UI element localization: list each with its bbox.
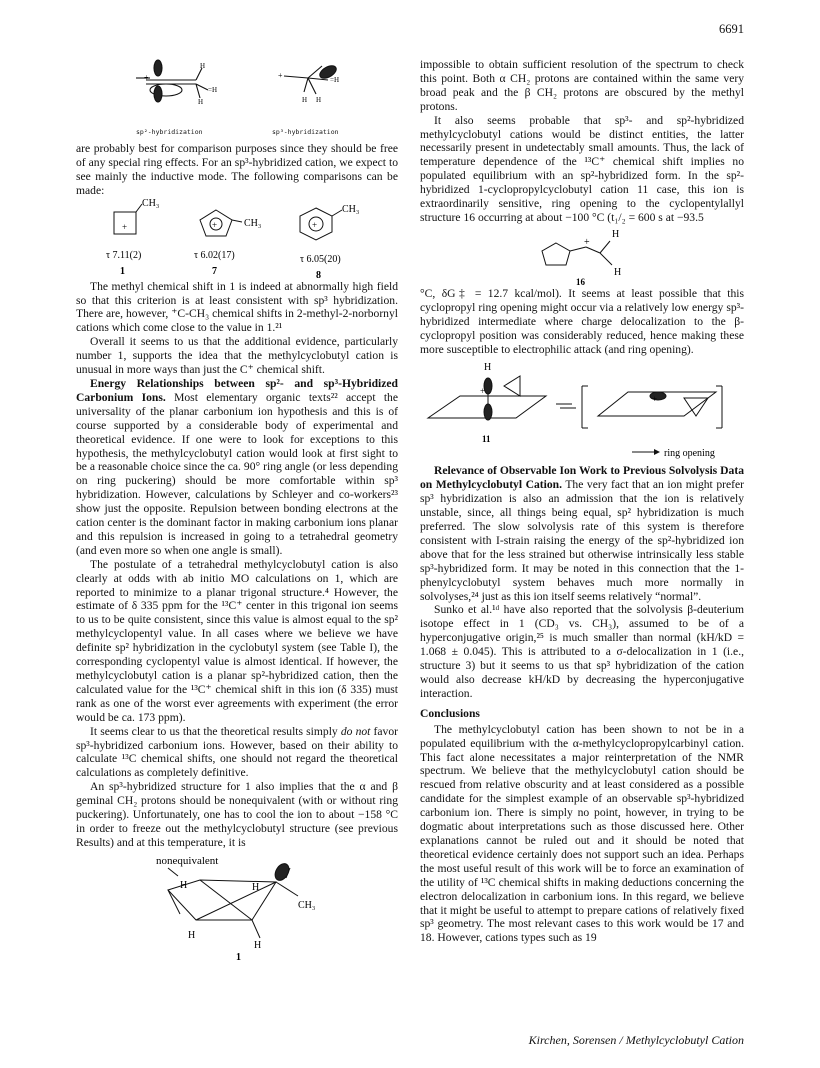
- comparison-value-1: τ 7.11(2): [106, 249, 142, 261]
- structure-16-drawing: [420, 225, 744, 287]
- right-paragraph-6: The methylcyclobutyl cation has been shown to not be in a populated equilibrium with the α-methylcyclopropylcarbinyl cation. This fact alone necessitates a major reinterpretation of the NMR spectrum. We believe that the methylcyclobutyl cation should be rescued from relative obscurity and at least considered as a possible candidate for the simplest example of an observable sp³-hybridized carbonium ion. There is simply no point, however, in trying to be dogmatic about interpretations such as those discussed here. Other explanations cannot be ruled out and it should be noted that theoretical evidence certainly does not support such an idea. Perhaps the most useful result of this work will be to force an examination of the utility of ¹³C chemical shifts in making deductions concerning the electron delocalization in carbonium ions. In this regard, we believe that it might be useful to attempt to prepare cations of relatively fixed sp³ geometry. The most relevant cases to this work would be 17 and 18. However, cations types such as 19: [420, 722, 744, 945]
- svg-text:H: H: [200, 62, 206, 70]
- svg-text:H: H: [302, 96, 308, 104]
- sp3-caption: sp³-hybridization: [272, 128, 339, 136]
- structure-11-figure: [420, 356, 744, 464]
- hybridization-figure: [76, 58, 398, 142]
- svg-text:H: H: [316, 96, 322, 104]
- svg-text:+: +: [212, 219, 218, 230]
- p6-emphasis: do not: [340, 724, 371, 738]
- left-paragraph-7: An sp³-hybridized structure for 1 also implies that the α and β geminal CH₂ protons should be nonequivalent (with or without ring puckering). Unfortunately, one has to cool the ion to about −158 °C in order to freeze out the methylcyclobutyl structure (see previous Results) and at this temperature, it is: [76, 780, 398, 849]
- svg-text:+: +: [122, 221, 128, 232]
- comparison-ch3-1: CH₃: [142, 197, 160, 209]
- comparison-value-3: τ 6.05(20): [300, 253, 341, 265]
- left-paragraph-4: [76, 377, 398, 558]
- svg-text:H: H: [198, 98, 204, 106]
- h-label-2: H: [614, 266, 622, 278]
- right-column: [420, 58, 744, 945]
- svg-text:+: +: [480, 386, 486, 397]
- left-column: [76, 58, 398, 962]
- hybridization-drawing: [76, 58, 398, 142]
- fig-h-2: H: [252, 881, 260, 893]
- right-paragraph-1: impossible to obtain sufficient resolution of the spectrum to check this point. Both α CH₂ protons are contained within the same very broad peak and the β CH₂ protons are obscured by the methyl protons.: [420, 58, 744, 113]
- comparison-drawing: [76, 198, 398, 280]
- svg-text:+: +: [652, 394, 658, 405]
- svg-text:+: +: [584, 236, 590, 248]
- fig-number: 1: [236, 951, 241, 962]
- svg-text:+: +: [312, 219, 318, 230]
- sp2-caption: sp²-hybridization: [136, 128, 203, 136]
- right-paragraph-5: Sunko et al.¹ᵈ have also reported that the solvolysis β-deuterium isotope effect in 1 (CD₃ vs. CH₃), assumed to be of a hyperconjugative origin,²⁵ is much smaller than normal (kH/kD = 1.068 ± 0.045). This is attributed to a σ-delocalization in 1 (i.e., structure 3) but it seems to us that sp³ hybridization of the cation would also decrease kH/kD by decreasing the hyperconjugative interaction.: [420, 603, 744, 700]
- left-paragraph-1: are probably best for comparison purposes since they should be free of any special ring effects. For an sp³-hybridized cation, we expect to see mainly the inductive mode. The following comparisons can be made:: [76, 142, 398, 197]
- nonequivalent-figure: [76, 850, 398, 962]
- relevance-text: The very fact that an ion might prefer sp³ hybridization is also an admission that the ion is relatively unstable, since, all things being equal, sp² hybridization is much preferred. The slow solvolysis rate of this system is therefore consistent with I-strain raising the energy of the sp²-hybridized ion above that for the less strained but otherwise intrinsically less stable sp³-hybridized form. It may be noted in this connection that the 1-phenylcyclobutyl system behaves much more normally in solvolyses,²⁴ just as this ion itself seems relatively “normal”.: [420, 478, 744, 603]
- conclusions-heading: Conclusions: [420, 706, 480, 720]
- left-paragraph-5: The postulate of a tetrahedral methylcyclobutyl cation is also clearly at odds with ab initio MO calculations on 1, which are reported to minimize to a planar trigonal structure.⁴ However, the estimate of δ 335 ppm for the ¹³C⁺ center in this trigonal ion seems to us to be quite consistent, since this value is almost equal to the sp² methylcyclopentyl value. In all cases where we believe we have definite sp² hybridization in the cyclobutyl system (see Table I), the corresponding cyclopentyl value is almost identical. If however, the methylcyclobutyl cation is a planar sp²-hybridized cation, then the calculated value for the ¹³C⁺ chemical shift in this ion (δ 335) must rank as one of the worst ever agreements with experiment (the error would be ca. 173 ppm).: [76, 557, 398, 724]
- structure-16-label: 16: [576, 276, 585, 287]
- fig-ch3: CH₃: [298, 899, 316, 911]
- comparison-num-3: 8: [316, 269, 321, 280]
- right-paragraph-4: [420, 464, 744, 603]
- nonequivalent-label: nonequivalent: [156, 854, 219, 867]
- right-paragraph-2: It also seems probable that sp³- and sp²-hybridized methylcyclobutyl cations would be distinct entities, the latter necessarily present in undetectably small amounts. Thus, the lack of temperature dependence of the ¹³C⁺ chemical shift implies no populated equilibrium with an sp²-hybridized form. In the sp²-hybridized 1-cyclopropylcyclobutyl cation 11 case, this ion is extraordinarily sensitive, ring opening to the cyclopentylallyl structure 16 occurring at about −100 °C (t₁/₂ = 600 s at −93.5: [420, 113, 744, 224]
- svg-text:+: +: [278, 71, 283, 80]
- left-paragraph-2: The methyl chemical shift in 1 is indeed at abnormally high field so that this criterion is at least consistent with sp³ hybridization. There are, however, ⁺C-CH₃ chemical shifts in 2-methyl-2-norbornyl cations which come close to the value in 1.²¹: [76, 279, 398, 335]
- comparison-value-2: τ 6.02(17): [194, 249, 235, 261]
- comparison-num-2: 7: [212, 265, 217, 277]
- right-paragraph-3: °C, δG‡ = 12.7 kcal/mol). It seems at least possible that this cyclopropyl ring opening might occur via a relatively low energy sp³-hybridized intermediate where charge delocalization to the β-cyclopropyl position was considerably reduced, hence making these more susceptible to electrophilic attack (and ring opening).: [420, 286, 744, 356]
- fig-h-3: H: [188, 929, 196, 941]
- structure-11-label: 11: [482, 434, 491, 445]
- p6-part-b: favor sp³-hybridized carbonium ions. However, based on their ability to calculate ¹³C chemical shifts, one should not regard the theoretical calculations as completely definitive.: [76, 724, 398, 780]
- comparison-structures: [76, 198, 398, 280]
- fig-h-1: H: [180, 879, 188, 891]
- energy-text: Most elementary organic texts²² accept the universality of the planar carbonium ion hypothesis and this is of course supported by a considerable body of experimental and theoretical evidence. If one were to look for exceptions to this hypothesis, the methylcyclobutyl cation would look at first sight to be a reasonable choice since the ca. 90° ring angle (or less depending on ring puckering) should be more comfortable within sp³ hybridization. However, calculations by Schleyer and co-workers²³ show just the opposite. Repulsion between bonding electrons at the cation center is the dominant factor in making carbonium ions planar and this repulsion is increased in going to a tetrahedral geometry (and even more so when one angle is small).: [76, 390, 398, 557]
- svg-text:+: +: [144, 73, 149, 82]
- structure-16-figure: [420, 225, 744, 287]
- p6-part-a: It seems clear to us that the theoretical results simply: [90, 724, 341, 738]
- page-number: 6691: [719, 22, 744, 36]
- svg-text:=H: =H: [330, 76, 340, 84]
- comparison-num-1: 1: [120, 265, 125, 277]
- h-label-1: H: [612, 228, 620, 240]
- structure-11-drawing: [420, 356, 744, 464]
- ring-opening-label: ring opening: [664, 448, 715, 460]
- fig-h-4: H: [254, 939, 262, 951]
- relevance-heading: Relevance of Observable Ion Work to Previous Solvolysis Data on Methylcyclobutyl Cation.: [420, 464, 744, 492]
- left-paragraph-6: [76, 725, 398, 781]
- energy-heading: Energy Relationships between sp²- and sp³-Hybridized Carbonium Ions.: [76, 376, 398, 404]
- structure-11-h: H: [484, 362, 492, 374]
- svg-text:=H: =H: [208, 86, 218, 94]
- nonequivalent-drawing: [76, 850, 398, 962]
- running-footer: Kirchen, Sorensen / Methylcyclobutyl Cation: [528, 1033, 744, 1047]
- left-paragraph-3: Overall it seems to us that the additional evidence, particularly number 1, supports the idea that the methylcyclobutyl cation is unusual in more ways than just the C⁺ chemical shift.: [76, 335, 398, 377]
- comparison-ch3-2: CH₃: [244, 217, 262, 229]
- comparison-ch3-3: CH₃: [342, 203, 360, 215]
